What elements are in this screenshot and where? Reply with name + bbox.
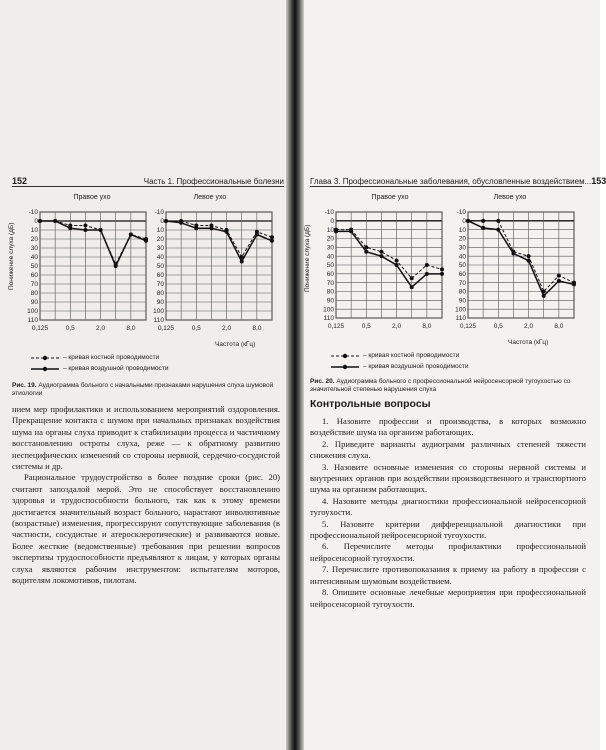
right-page: [300, 0, 606, 750]
question-item: 6. Перечислите методы профилактики профессиональной нейросенсорной тугоухости.: [310, 541, 586, 563]
y-tick-label: 90: [458, 297, 466, 305]
y-tick-label: 40: [458, 253, 466, 261]
dashed-line-icon: [30, 354, 60, 362]
y-tick-label: 40: [326, 253, 334, 261]
question-item: 7. Перечислите противопоказания к приему на работу в профессии с интенсивным шумовым воздействием.: [310, 564, 586, 586]
air-conduction-point: [527, 259, 531, 263]
running-head: Часть 1. Профессиональные болезни: [143, 177, 284, 186]
solid-line-icon: [330, 363, 360, 371]
left-page: [0, 0, 290, 750]
y-tick-label: 50: [458, 262, 466, 270]
y-tick-label: 100: [455, 306, 466, 314]
air-conduction-point: [225, 230, 229, 234]
bone-conduction-line: [40, 221, 146, 264]
x-tick-label: 0,125: [459, 323, 477, 330]
legend-item-bone: [30, 352, 168, 363]
y-tick-label: 80: [458, 288, 466, 296]
air-conduction-point: [511, 252, 515, 256]
x-tick-label: 0,125: [327, 323, 345, 330]
legend-item-air: [30, 363, 168, 374]
legend: [30, 352, 168, 374]
y-tick-label: 80: [156, 290, 164, 298]
question-item: 8. Опишите основные лечебные мероприятия при профессиональной нейросенсорной тугоухости.: [310, 587, 586, 609]
section-title: Контрольные вопросы: [310, 398, 431, 410]
air-conduction-point: [542, 294, 546, 298]
air-conduction-point: [410, 285, 414, 289]
legend: [330, 350, 468, 372]
question-item: 1. Назовите профессии и производства, в которых возможно воздействие шума на организм работающих.: [310, 416, 586, 438]
y-tick-label: 0: [462, 218, 466, 226]
x-tick-label: 2,0: [392, 323, 402, 330]
y-tick-label: 30: [326, 244, 334, 252]
y-tick-label: 20: [458, 235, 466, 243]
air-conduction-point: [349, 229, 353, 233]
caption-label: Рис. 19.: [12, 382, 37, 389]
y-tick-label: -10: [456, 209, 466, 217]
chart-title-right-ear: Правое ухо: [371, 194, 409, 201]
page-number: 153: [591, 176, 606, 186]
x-tick-label: 0,5: [65, 325, 75, 332]
question-item: 3. Назовите основные изменения со стороны нервной системы и внутренних органов при воздействии производственного и транспортного шума на организм работающих.: [310, 461, 586, 495]
y-tick-label: 40: [156, 254, 164, 262]
y-tick-label: 60: [326, 271, 334, 279]
questions-list: [310, 416, 586, 610]
paragraph: нием мер профилактики и использованием мероприятий оздоровления. Прекращение контакта с шумом при начальных признаках воздействия шума на органы слуха приводит к стабилизации процесса и частичному восстановлению остроты слуха, реже — к обратному развитию неспецифических изменений со стороны нервной, сердечно-сосудистой системы и др.: [12, 404, 280, 472]
y-tick-label: 100: [153, 308, 164, 316]
x-tick-label: 8,0: [422, 323, 432, 330]
y-tick-label: 70: [326, 279, 334, 287]
bone-conduction-point: [481, 219, 485, 223]
bone-conduction-point: [527, 254, 531, 258]
y-tick-label: 90: [326, 297, 334, 305]
question-item: 5. Назовите критерии дифференциальной диагностики при профессиональной нейросенсорной тугоухости.: [310, 518, 586, 541]
air-conduction-point: [194, 226, 198, 230]
air-conduction-line: [336, 231, 442, 287]
y-tick-label: 30: [156, 245, 164, 253]
legend-air-label: – кривая воздушной проводимости: [363, 363, 469, 370]
audiogram-right-ear: [318, 208, 448, 334]
air-conduction-point: [83, 228, 87, 232]
air-conduction-point: [334, 229, 338, 233]
bone-conduction-point: [395, 259, 399, 263]
air-conduction-point: [425, 272, 429, 276]
air-conduction-point: [53, 219, 57, 223]
y-tick-label: -10: [28, 209, 38, 217]
caption-text: Аудиограмма больного с начальными признаками нарушения слуха шумовой этиологии: [12, 382, 274, 397]
x-axis-label: Частота (кГц): [508, 339, 549, 346]
y-tick-label: 50: [30, 263, 38, 271]
bone-conduction-point: [425, 263, 429, 267]
y-tick-label: 0: [330, 218, 334, 226]
air-conduction-point: [395, 263, 399, 267]
running-head: Глава 3. Профессиональные заболевания, обусловленные воздействием...: [310, 177, 592, 186]
y-tick-label: 50: [326, 262, 334, 270]
y-tick-label: 80: [326, 288, 334, 296]
y-tick-label: 90: [156, 299, 164, 307]
legend-item-bone: [330, 350, 468, 361]
book-spine: [286, 0, 304, 750]
page-number: 152: [12, 176, 28, 186]
air-conduction-point: [364, 250, 368, 254]
x-tick-label: 0,5: [361, 323, 371, 330]
air-conduction-point: [572, 282, 576, 286]
y-tick-label: 20: [156, 236, 164, 244]
x-tick-label: 2,0: [96, 325, 106, 332]
y-tick-label: 60: [30, 272, 38, 280]
air-conduction-point: [129, 233, 133, 237]
y-tick-label: 50: [156, 263, 164, 271]
air-conduction-point: [496, 228, 500, 232]
x-tick-label: 8,0: [126, 325, 136, 332]
y-axis-label: Понижение слуха (дБ): [8, 222, 15, 290]
x-axis-label: Частота (кГц): [215, 341, 256, 348]
air-conduction-point: [179, 221, 183, 225]
question-item: 2. Приведите варианты аудиограмм различных степеней тяжести снижения слуха.: [310, 438, 586, 461]
question-item: 4. Назовите методы диагностики профессиональной нейросенсорной тугоухости.: [310, 495, 586, 518]
bone-conduction-point: [83, 224, 87, 228]
bone-conduction-point: [440, 267, 444, 271]
y-tick-label: 20: [30, 236, 38, 244]
bone-conduction-point: [496, 219, 500, 223]
air-conduction-point: [99, 228, 103, 232]
air-conduction-point: [164, 219, 168, 223]
y-tick-label: 10: [326, 226, 334, 234]
y-tick-label: 10: [156, 227, 164, 235]
y-tick-label: 20: [326, 235, 334, 243]
y-tick-label: 110: [455, 315, 466, 323]
dashed-line-icon: [330, 352, 360, 360]
y-tick-label: 70: [458, 279, 466, 287]
legend-bone-label: – кривая костной проводимости: [363, 352, 460, 359]
air-conduction-line: [166, 221, 272, 262]
chart-title-left-ear: Левое ухо: [193, 194, 227, 201]
air-conduction-point: [270, 239, 274, 243]
bone-conduction-line: [336, 230, 442, 279]
bone-conduction-point: [410, 276, 414, 280]
y-tick-label: -10: [154, 209, 164, 217]
chart-title-left-ear: Левое ухо: [493, 194, 527, 201]
y-tick-label: 90: [30, 299, 38, 307]
y-tick-label: 70: [30, 281, 38, 289]
audiogram-left-ear: [148, 208, 278, 336]
y-tick-label: 30: [458, 244, 466, 252]
x-tick-label: 8,0: [554, 323, 564, 330]
y-tick-label: 40: [30, 254, 38, 262]
left-page-header: [12, 172, 284, 187]
y-tick-label: 110: [27, 317, 38, 325]
y-tick-label: 70: [156, 281, 164, 289]
air-conduction-point: [440, 272, 444, 276]
air-conduction-point: [68, 226, 72, 230]
bone-conduction-point: [270, 235, 274, 239]
legend-bone-label: – кривая костной проводимости: [63, 354, 160, 361]
right-page-header: [310, 172, 606, 187]
y-tick-label: 60: [458, 271, 466, 279]
air-conduction-point: [209, 226, 213, 230]
air-conduction-point: [379, 254, 383, 258]
x-tick-label: 2,0: [524, 323, 534, 330]
solid-line-icon: [30, 365, 60, 373]
x-tick-label: 0,5: [493, 323, 503, 330]
chart-title-right-ear: Правое ухо: [73, 194, 111, 201]
air-conduction-line: [40, 221, 146, 266]
caption-text: Аудиограмма больного с профессиональной нейросенсорной тугоухостью со значительной степенью нарушения слуха: [310, 378, 571, 393]
y-tick-label: 60: [156, 272, 164, 280]
x-tick-label: 0,125: [31, 325, 49, 332]
figure-caption: [310, 378, 586, 394]
x-tick-label: 0,5: [191, 325, 201, 332]
y-tick-label: 10: [30, 227, 38, 235]
caption-label: Рис. 20.: [310, 378, 335, 385]
audiogram-left-ear: [450, 208, 580, 334]
y-tick-label: 10: [458, 226, 466, 234]
air-conduction-line: [468, 221, 574, 296]
air-conduction-point: [466, 219, 470, 223]
y-tick-label: -10: [324, 209, 334, 217]
figure-caption: [12, 382, 280, 398]
y-tick-label: 110: [323, 315, 334, 323]
paragraph: Рациональное трудоустройство в более поздние сроки (рис. 20) считают запоздалой мерой. Это не способствует восстановлению здоровья и трудоспособности больного, так как к этому времени достигается значительный возраст больного, нарастают инволютивные (возрастные) изменения, прогрессируют сопутствующие заболевания (в частности, сосудистые и атеросклеротические) и развиваются новые. Более жесткие (ведомственные) требования при решении вопросов экспертизы трудоспособности предъявляют к лицам, у которых органы слуха являются рабочим инструментом: испытателям моторов, водителям локомотивов, пилотам.: [12, 472, 280, 586]
y-tick-label: 100: [27, 308, 38, 316]
y-tick-label: 0: [34, 218, 38, 226]
x-tick-label: 8,0: [252, 325, 262, 332]
y-tick-label: 100: [323, 306, 334, 314]
y-tick-label: 30: [30, 245, 38, 253]
audiogram-right-ear: [22, 208, 152, 336]
x-tick-label: 2,0: [222, 325, 232, 332]
legend-air-label: – кривая воздушной проводимости: [63, 365, 169, 372]
air-conduction-point: [255, 233, 259, 237]
bone-conduction-point: [379, 250, 383, 254]
y-axis-label: Понижение слуха (дБ): [304, 224, 311, 292]
air-conduction-point: [481, 226, 485, 230]
bone-conduction-point: [557, 274, 561, 278]
air-conduction-point: [240, 260, 244, 264]
air-conduction-point: [557, 279, 561, 283]
y-tick-label: 0: [160, 218, 164, 226]
y-tick-label: 110: [153, 317, 164, 325]
air-conduction-point: [38, 219, 42, 223]
air-conduction-point: [114, 264, 118, 268]
x-tick-label: 0,125: [157, 325, 175, 332]
y-tick-label: 80: [30, 290, 38, 298]
body-text: [12, 404, 280, 587]
legend-item-air: [330, 361, 468, 372]
